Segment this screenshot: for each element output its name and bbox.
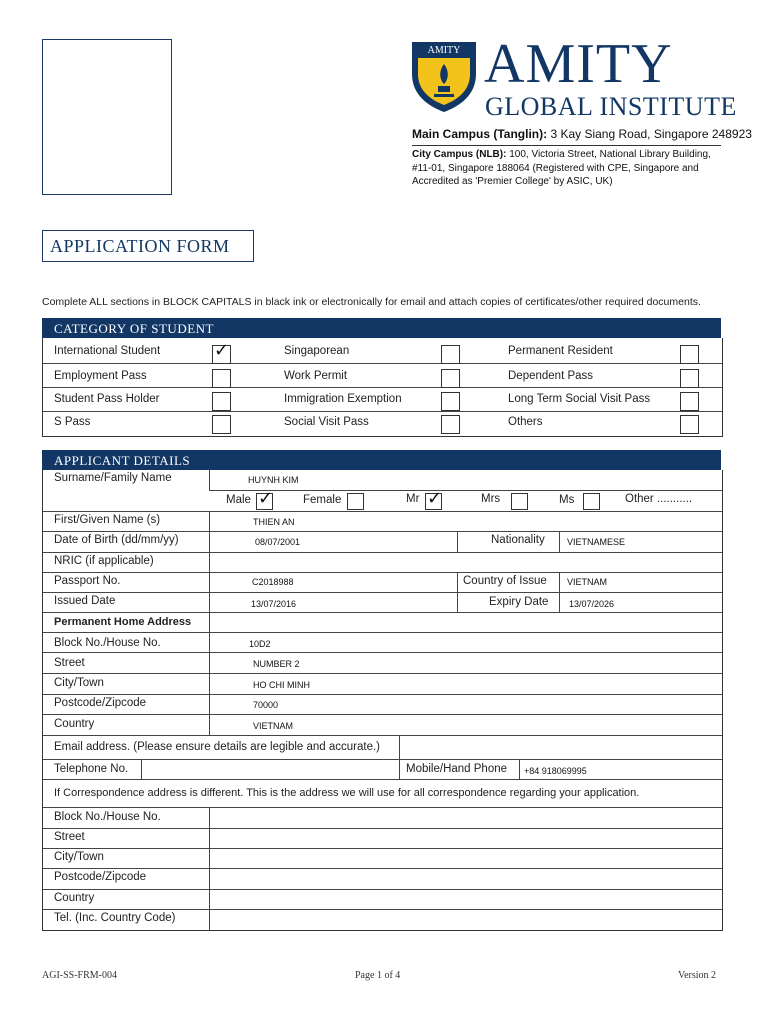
dob-label: Date of Birth (dd/mm/yy) [54, 534, 179, 546]
category-label-immigration-exemption: Immigration Exemption [284, 393, 402, 405]
other-title-label[interactable]: Other ........... [625, 493, 693, 505]
block-value[interactable]: 10D2 [249, 639, 271, 649]
category-label-work-permit: Work Permit [284, 370, 348, 382]
expiry-date-value[interactable]: 13/07/2026 [569, 599, 615, 609]
city-value[interactable]: HO CHI MINH [253, 680, 310, 690]
category-label-long-term-social-visit-pass: Long Term Social Visit Pass [508, 393, 651, 405]
category-checkbox-long-term-social-visit-pass[interactable] [680, 392, 699, 411]
correspondence-note: If Correspondence address is different. This is the address we will use for all correspondence regarding your application. [54, 787, 640, 799]
street-label: Street [54, 657, 85, 669]
permanent-address-heading: Permanent Home Address [54, 616, 192, 628]
issued-date-value[interactable]: 13/07/2016 [251, 599, 297, 609]
corr-postcode-label: Postcode/Zipcode [54, 871, 147, 883]
nationality-value[interactable]: VIETNAMESE [567, 537, 626, 547]
category-label-international-student: International Student [54, 345, 161, 357]
passport-label: Passport No. [54, 575, 121, 587]
given-name-label: First/Given Name (s) [54, 514, 161, 526]
brand-name: AMITY [484, 33, 673, 95]
category-label-permanent-resident: Permanent Resident [508, 345, 613, 357]
category-checkbox-social-visit-pass[interactable] [441, 415, 460, 434]
mrs-label: Mrs [481, 493, 501, 505]
country-of-issue-value[interactable]: VIETNAM [567, 577, 608, 587]
photo-box[interactable] [42, 39, 172, 195]
country-value[interactable]: VIETNAM [253, 721, 294, 731]
female-checkbox[interactable] [347, 493, 364, 510]
surname-value[interactable]: HUYNH KIM [248, 475, 299, 485]
check-mark-icon: ✓ [214, 340, 230, 361]
category-checkbox-international-student[interactable] [212, 340, 231, 364]
city-campus-address: City Campus (NLB): 100, Victoria Street, National Library Building, #11-01, Singapore 188064 (Registered with CPE, Singapore and Accredited as 'Premier College' by ASIC, UK) [412, 149, 711, 187]
category-checkbox-others[interactable] [680, 415, 699, 434]
form-instructions: Complete ALL sections in BLOCK CAPITALS in black ink or electronically for email and attach copies of certificates/other required documents. [42, 296, 701, 308]
surname-label: Surname/Family Name [54, 472, 172, 484]
category-checkbox-singaporean[interactable] [441, 345, 460, 364]
crest-text: AMITY [427, 45, 461, 56]
street-value[interactable]: NUMBER 2 [253, 659, 300, 669]
ms-checkbox[interactable] [583, 493, 600, 510]
category-checkbox-immigration-exemption[interactable] [441, 392, 460, 411]
category-label-social-visit-pass: Social Visit Pass [284, 416, 369, 428]
country-of-issue-label: Country of Issue [463, 575, 547, 587]
nric-label: NRIC (if applicable) [54, 555, 154, 567]
category-checkbox-permanent-resident[interactable] [680, 345, 699, 364]
main-campus-address: Main Campus (Tanglin): 3 Kay Siang Road, Singapore 248923 [412, 127, 752, 141]
mr-checkbox[interactable] [425, 488, 443, 510]
given-name-value[interactable]: THIEN AN [253, 517, 295, 527]
form-code: AGI-SS-FRM-004 [42, 970, 118, 981]
amity-crest-logo [410, 40, 478, 114]
mrs-checkbox[interactable] [511, 493, 528, 510]
check-mark-icon: ✓ [258, 488, 274, 509]
mobile-value[interactable]: +84 918069995 [524, 766, 587, 776]
form-title: APPLICATION FORM [50, 236, 230, 256]
expiry-date-label: Expiry Date [489, 596, 549, 608]
email-label: Email address. (Please ensure details are legible and accurate.) [54, 741, 381, 753]
category-checkbox-s-pass[interactable] [212, 415, 231, 434]
category-label-dependent-pass: Dependent Pass [508, 370, 594, 382]
check-mark-icon: ✓ [427, 488, 443, 509]
telephone-label: Telephone No. [54, 763, 129, 775]
brand-subtitle: GLOBAL INSTITUTE [485, 92, 737, 121]
block-label: Block No./House No. [54, 637, 161, 649]
category-label-employment-pass: Employment Pass [54, 370, 147, 382]
category-label-student-pass-holder: Student Pass Holder [54, 393, 160, 405]
category-label-others: Others [508, 416, 543, 428]
applicant-section-heading: APPLICANT DETAILS [42, 450, 721, 470]
country-label: Country [54, 718, 95, 730]
category-label-s-pass: S Pass [54, 416, 91, 428]
corr-tel-label: Tel. (Inc. Country Code) [54, 912, 176, 924]
issued-date-label: Issued Date [54, 595, 116, 607]
female-label: Female [303, 494, 342, 506]
category-checkbox-student-pass-holder[interactable] [212, 392, 231, 411]
ms-label: Ms [559, 494, 575, 506]
category-checkbox-work-permit[interactable] [441, 369, 460, 388]
male-checkbox[interactable] [256, 488, 274, 510]
mobile-label: Mobile/Hand Phone [406, 763, 508, 775]
corr-street-label: Street [54, 831, 85, 843]
male-label: Male [226, 494, 251, 506]
passport-value[interactable]: C2018988 [252, 577, 294, 587]
category-checkbox-dependent-pass[interactable] [680, 369, 699, 388]
version-label: Version 2 [678, 970, 717, 981]
corr-city-label: City/Town [54, 851, 104, 863]
address-divider [412, 145, 721, 146]
category-label-singaporean: Singaporean [284, 345, 350, 357]
city-label: City/Town [54, 677, 104, 689]
dob-value[interactable]: 08/07/2001 [255, 537, 301, 547]
category-section-heading: CATEGORY OF STUDENT [42, 318, 721, 338]
corr-block-label: Block No./House No. [54, 811, 161, 823]
category-checkbox-employment-pass[interactable] [212, 369, 231, 388]
mr-label: Mr [406, 493, 420, 505]
corr-country-label: Country [54, 892, 95, 904]
postcode-value[interactable]: 70000 [253, 700, 279, 710]
nationality-label: Nationality [491, 534, 545, 546]
page-number: Page 1 of 4 [355, 970, 401, 981]
postcode-label: Postcode/Zipcode [54, 697, 147, 709]
